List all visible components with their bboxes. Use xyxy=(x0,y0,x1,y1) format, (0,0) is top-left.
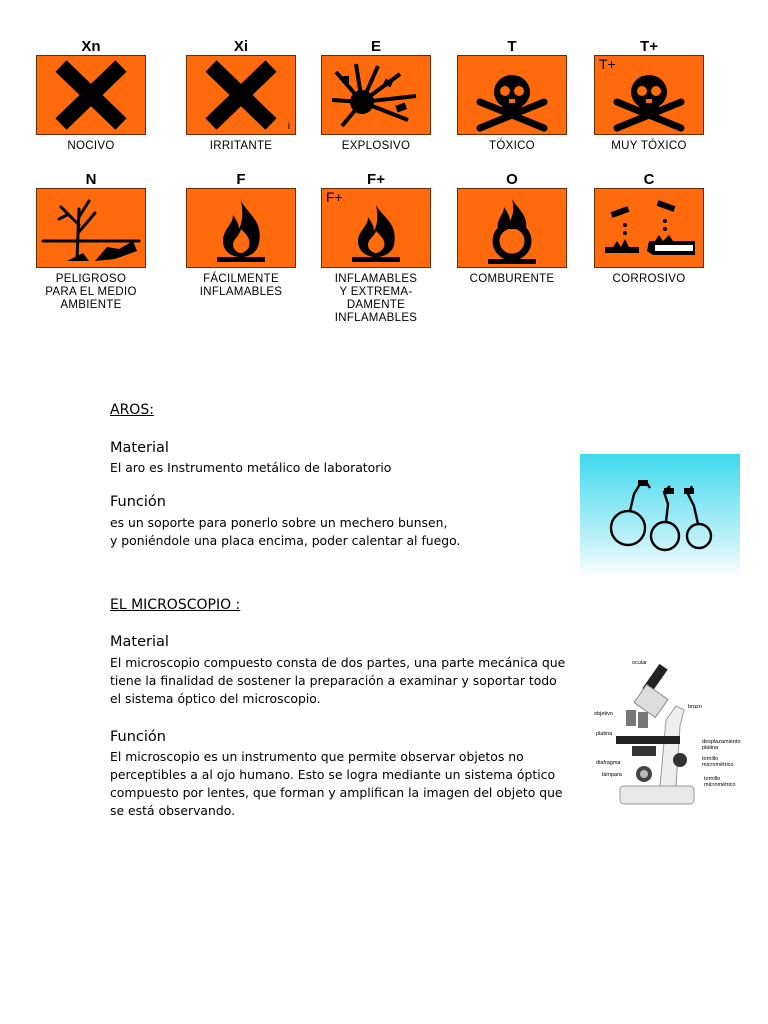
hazard-xi xyxy=(186,39,296,153)
hazard-n xyxy=(36,172,146,312)
microscope-image xyxy=(580,650,740,810)
aros-material-heading: Material xyxy=(110,440,169,456)
dead-tree-icon xyxy=(37,189,145,267)
hazard-pictogram xyxy=(457,55,567,135)
cross-icon xyxy=(37,56,145,134)
hazard-code: N xyxy=(85,171,97,188)
rings-image xyxy=(580,454,740,578)
hazard-tag: T+ xyxy=(599,56,616,72)
aros-funcion-heading: Función xyxy=(110,494,166,510)
microscopio-material-heading: Material xyxy=(110,634,169,650)
hazard-code: C xyxy=(643,171,655,188)
hazard-code: F+ xyxy=(367,171,385,188)
hazard-label: INFLAMABLES Y EXTREMA- DAMENTE INFLAMABLES xyxy=(334,273,418,324)
hazard-pictogram xyxy=(594,55,704,135)
hazard-label: FÁCILMENTE INFLAMABLES xyxy=(199,273,283,298)
aros-funcion-text: es un soporte para ponerlo sobre un mechero bunsen, y poniéndole una placa encima, poder calentar al fuego. xyxy=(110,515,461,548)
label-platina: platina xyxy=(596,731,613,737)
label-lampara: lámpara xyxy=(602,772,622,778)
hazard-t-plus xyxy=(594,39,704,153)
hazard-label: TÓXICO xyxy=(489,140,535,152)
aros-title: AROS: xyxy=(110,402,154,418)
label-diafragma: diafragma xyxy=(596,760,621,766)
aros-material-text: El aro es Instrumento metálico de laboratorio xyxy=(110,460,392,475)
hazard-pictogram xyxy=(594,188,704,268)
hazard-f xyxy=(186,172,296,299)
label-desplazamiento: desplazamiento platina xyxy=(702,739,741,751)
label-brazo: brazo xyxy=(688,704,702,710)
hazard-tag: F+ xyxy=(326,189,343,205)
hazard-label: MUY TÓXICO xyxy=(611,140,687,152)
hazard-code: F xyxy=(236,171,246,188)
skull-icon xyxy=(458,56,566,134)
hazard-tag: i xyxy=(287,121,290,132)
hazard-label: NOCIVO xyxy=(67,140,115,152)
microscopio-funcion-text: El microscopio es un instrumento que permite observar objetos no perceptibles a al ojo humano. Esto se logra mediante un sistema óptico compuesto por lentes, que forman y amplifican la imagen del objeto que se está observando. xyxy=(110,749,563,818)
label-ocular: ocular xyxy=(632,660,647,666)
hazard-pictogram xyxy=(321,55,431,135)
hazard-code: T xyxy=(507,38,517,55)
hazard-o xyxy=(457,172,567,286)
label-tornillo-1: tornillo micrométrico xyxy=(702,756,734,768)
hazard-xn xyxy=(36,39,146,153)
microscopio-funcion-heading: Función xyxy=(110,729,166,745)
hazard-f-plus xyxy=(321,172,431,325)
hazard-pictogram xyxy=(186,55,296,135)
hazard-label: CORROSIVO xyxy=(612,273,686,285)
hazard-code: Xi xyxy=(233,38,249,55)
explosion-icon xyxy=(322,56,430,134)
label-tornillo-2: tornillo micrométrico xyxy=(704,776,736,788)
hazard-code: T+ xyxy=(640,38,658,55)
hazard-label: IRRITANTE xyxy=(209,140,273,152)
hazard-e xyxy=(321,39,431,153)
hazard-pictogram xyxy=(36,55,146,135)
hazard-pictogram xyxy=(321,188,431,268)
cross-icon xyxy=(187,56,295,134)
hazard-label: COMBURENTE xyxy=(469,273,555,285)
microscopio-material-text: El microscopio compuesto consta de dos partes, una parte mecánica que tiene la finalidad de sostener la preparación a examinar y soportar todo el sistema óptico del microscopio. xyxy=(110,655,566,706)
flame-over-circle-icon xyxy=(458,189,566,267)
flame-icon xyxy=(187,189,295,267)
corrosion-icon xyxy=(595,189,703,267)
label-objetivo: objetivo xyxy=(594,711,613,717)
hazard-label: EXPLOSIVO xyxy=(341,140,411,152)
hazard-t xyxy=(457,39,567,153)
hazard-code: O xyxy=(506,171,518,188)
microscopio-title: EL MICROSCOPIO : xyxy=(110,597,241,613)
hazard-pictogram xyxy=(36,188,146,268)
hazard-c xyxy=(594,172,704,286)
hazard-code: Xn xyxy=(81,38,101,55)
hazard-code: E xyxy=(370,38,381,55)
hazard-label: PELIGROSO PARA EL MEDIO AMBIENTE xyxy=(45,273,137,311)
hazard-pictogram xyxy=(457,188,567,268)
hazard-pictogram xyxy=(186,188,296,268)
